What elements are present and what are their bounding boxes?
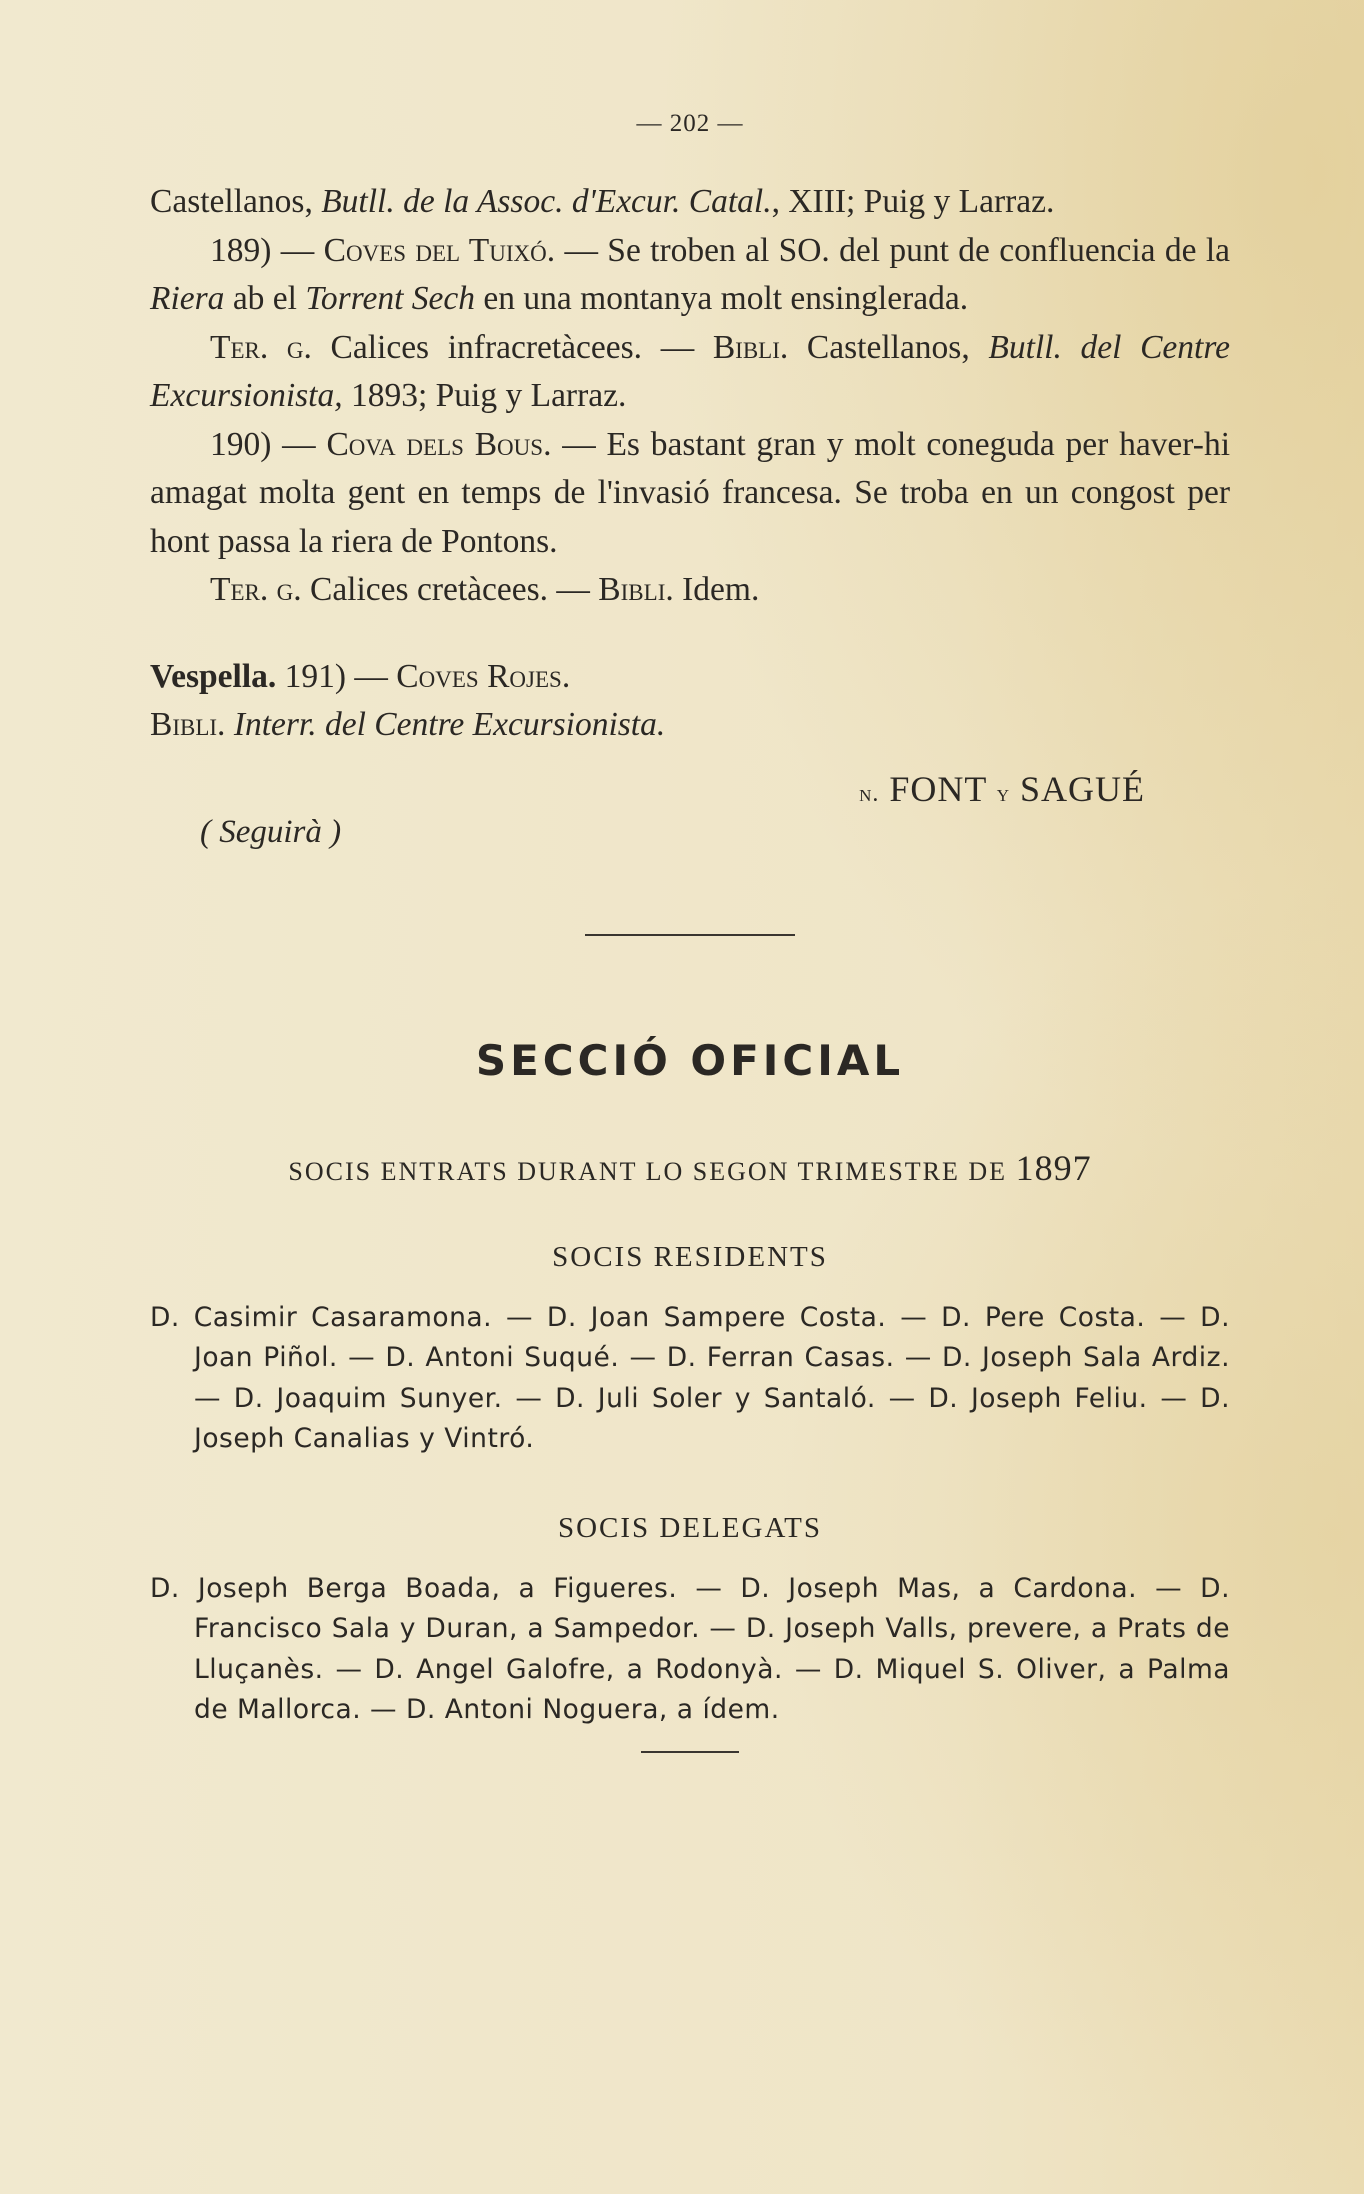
place-name: Torrent Sech	[305, 280, 476, 317]
entry-190-terrain	[150, 566, 1230, 615]
page-number: — 202 —	[636, 110, 744, 137]
citation-title: Butll. de la Assoc. d'Excur. Catal.	[321, 183, 772, 220]
entry-190	[150, 421, 1230, 567]
body-text	[150, 178, 1230, 750]
text-run: Calices infracretàcees. —	[311, 328, 713, 366]
bibliography-label: Bibli.	[598, 571, 674, 608]
entry-name: Cova dels Bous	[326, 425, 544, 463]
residents-names: D. Casimir Casaramona. — D. Joan Sampere Costa. — D. Pere Costa. — D. Joan Piñol. — D. Antoni Suqué. — D. Ferran Casas. — D. Joseph Sala Ardiz. — D. Joaquim Sunyer. — D. Juli Soler y Santaló. — D. Joseph Feliu. — D. Joseph Canalias y Vintró.	[150, 1301, 1230, 1454]
end-divider	[641, 1751, 739, 1753]
paragraph-castellanos	[150, 178, 1230, 227]
delegates-names: D. Joseph Berga Boada, a Figueres. — D. Joseph Mas, a Cardona. — D. Francisco Sala y Duran, a Sampedor. — D. Joseph Valls, prevere, a Prats de Lluçanès. — D. Angel Galofre, a Rodonyà. — D. Miquel S. Oliver, a Palma de Mallorca. — D. Antoni Noguera, a ídem.	[150, 1572, 1230, 1725]
subtitle-year: 1897	[1015, 1147, 1092, 1188]
text-run: Castellanos,	[150, 183, 322, 220]
page	[150, 110, 1230, 1753]
text-run: Castellanos,	[788, 328, 989, 366]
terrain-label: Ter. g.	[210, 328, 312, 366]
section-subtitle	[150, 1147, 1230, 1189]
text-run: . — Es bastant gran y molt coneguda per haver-hi amagat molta gent en temps de l'invasió francesa. Se troba en un congost per hont passa la riera de Pontons.	[150, 425, 1231, 560]
entry-189-terrain	[150, 324, 1230, 421]
to-be-continued: ( Seguirà )	[200, 813, 342, 850]
text-run: . — Se troben al SO. del punt de confluencia de la	[546, 231, 1230, 269]
delegates-list	[150, 1569, 1230, 1731]
text-run: 1893; Puig y Larraz.	[342, 377, 627, 414]
section-divider	[585, 934, 795, 936]
signature-name: SAGUÉ	[1009, 768, 1145, 809]
entry-189	[150, 227, 1230, 324]
text-run: Idem.	[673, 571, 760, 608]
entry-number: 191) —	[276, 657, 397, 695]
place-heading: Vespella.	[150, 657, 277, 695]
subtitle-text: SOCIS ENTRATS DURANT LO SEGON TRIMESTRE DE	[288, 1156, 1016, 1186]
residents-list	[150, 1298, 1230, 1460]
citation-title: Interr. del Centre Excursionista.	[233, 706, 666, 743]
section-title: SECCIÓ OFICIAL	[475, 1035, 905, 1085]
signature-initial: n.	[859, 780, 880, 807]
text-run: en una montanya molt ensinglerada.	[475, 280, 969, 317]
place-name: Riera	[150, 280, 225, 317]
signature-name: FONT	[879, 768, 997, 809]
residents-heading: SOCIS RESIDENTS	[552, 1240, 828, 1273]
entry-191	[150, 653, 1230, 702]
entry-191-bibliography	[150, 701, 1230, 750]
bibliography-label: Bibli.	[712, 328, 789, 366]
author-signature	[859, 768, 1145, 810]
signature-conjunction: y	[996, 780, 1010, 807]
entry-name: Coves del Tuixó	[323, 231, 547, 269]
entry-number: 189) —	[210, 231, 324, 269]
signature-block	[150, 768, 1230, 878]
entry-number: 190) —	[210, 425, 327, 463]
bibliography-label: Bibli.	[150, 706, 226, 743]
text-run: Calices cretàcees. —	[301, 571, 599, 608]
citation-title: Butll. del Centre Excursionista,	[150, 328, 1230, 414]
text-run: ab el	[224, 280, 306, 317]
text-run: .	[561, 657, 571, 695]
entry-name: Coves Rojes	[396, 657, 562, 695]
delegates-heading: SOCIS DELEGATS	[557, 1511, 823, 1544]
text-run: , XIII; Puig y Larraz.	[771, 183, 1055, 220]
terrain-label: Ter. g.	[210, 571, 302, 608]
text-run	[225, 706, 233, 743]
